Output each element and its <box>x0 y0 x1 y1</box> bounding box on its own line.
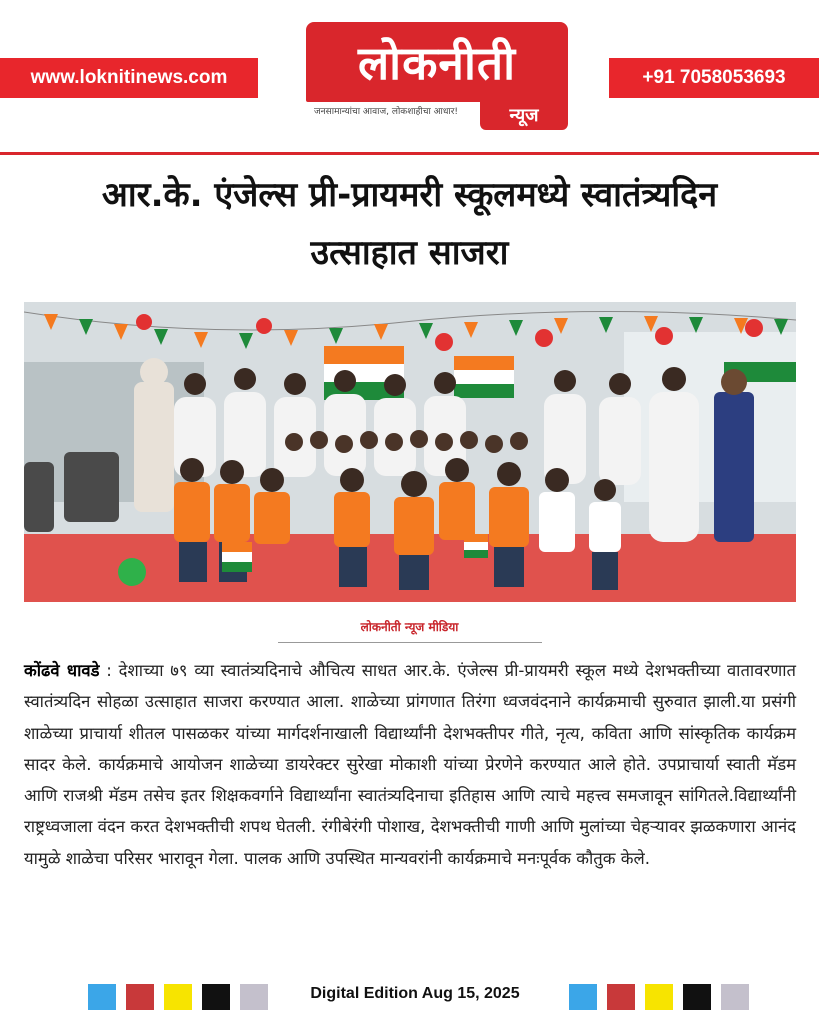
swatch-yellow <box>164 984 192 1010</box>
caption-divider <box>278 642 542 643</box>
article-body <box>24 655 796 874</box>
headline-line-1: आर.के. एंजेल्स प्री-प्रायमरी स्कूलमध्ये स्वातंत्र्यदिन <box>101 175 718 215</box>
swatch-yellow <box>645 984 673 1010</box>
article-headline <box>10 166 809 282</box>
edition-label: Digital Edition Aug 15, 2025 <box>310 985 520 1002</box>
article-body-text: : देशाच्या ७९ व्या स्वातंत्र्यदिनाचे औचित्य साधत आर.के. एंजेल्स प्री-प्रायमरी स्कूल मध्ये देशभक्तीच्या वातावरणात स्वातंत्र्यदिन सोहळा उत्साहात साजरा करण्यात आला. शाळेच्या प्रांगणात तिरंगा ध्वजवंदनाने कार्यक्रमाची सुरुवात झाली.या प्रसंगी शाळेच्या प्राचार्या शीतल पासळकर यांच्या मार्गदर्शनाखाली विद्यार्थ्यांनी देशभक्तीपर गीते, नृत्य, कविता आणि सांस्कृतिक कार्यक्रम सादर केले. कार्यक्रमाचे आयोजन शाळेच्या डायरेक्टर सुरेखा मोकाशी यांच्या प्रेरणेने करण्यात आले होते. उपप्राचार्या स्वाती मॅडम आणि राजश्री मॅडम तसेच इतर शिक्षकवर्गाने विद्यार्थ्यांना स्वातंत्र्यदिनाचा इतिहास आणि त्याचे महत्त्व समजावून सांगितले.विद्यार्थ्यांनी राष्ट्रध्वजाला वंदन करत देशभक्तीची शपथ घेतली. रंगीबेरंगी पोशाख, देशभक्तीची गाणी आणि मुलांच्या चेहऱ्यावर झळकणारा आनंद यामुळे शाळेचा परिसर भारावून गेला. पालक आणि उपस्थित मान्यवरांनी कार्यक्रमाचे मनःपूर्वक कौतुक केले. <box>24 661 796 868</box>
article-dateline: कोंढवे धावडे <box>24 661 100 680</box>
article-photo <box>24 302 796 602</box>
chairs <box>24 452 119 532</box>
celebration-photo-illustration <box>24 302 796 602</box>
logo-tagline: जनसामान्यांचा आवाज, लोकशाहीचा आधार! <box>314 107 459 117</box>
logo-wordmark: लोकनीती <box>306 22 568 102</box>
website-url[interactable]: www.loknitinews.com <box>30 67 228 88</box>
color-swatches-left <box>88 984 268 1010</box>
masthead-logo <box>306 22 568 134</box>
headline-line-2: उत्साहात साजरा <box>310 233 509 273</box>
photo-caption: लोकनीती न्यूज मीडिया <box>360 620 459 634</box>
color-swatches-right <box>569 984 749 1010</box>
phone-banner[interactable] <box>609 58 819 98</box>
header-divider <box>0 152 819 155</box>
swatch-blue <box>569 984 597 1010</box>
swatch-red <box>126 984 154 1010</box>
phone-number[interactable]: +91 7058053693 <box>642 67 786 88</box>
logo-sub-wordmark: न्यूज <box>480 100 568 130</box>
swatch-grey <box>721 984 749 1010</box>
swatch-grey <box>240 984 268 1010</box>
swatch-black <box>202 984 230 1010</box>
swatch-red <box>607 984 635 1010</box>
website-banner[interactable] <box>0 58 258 98</box>
swatch-blue <box>88 984 116 1010</box>
swatch-black <box>683 984 711 1010</box>
